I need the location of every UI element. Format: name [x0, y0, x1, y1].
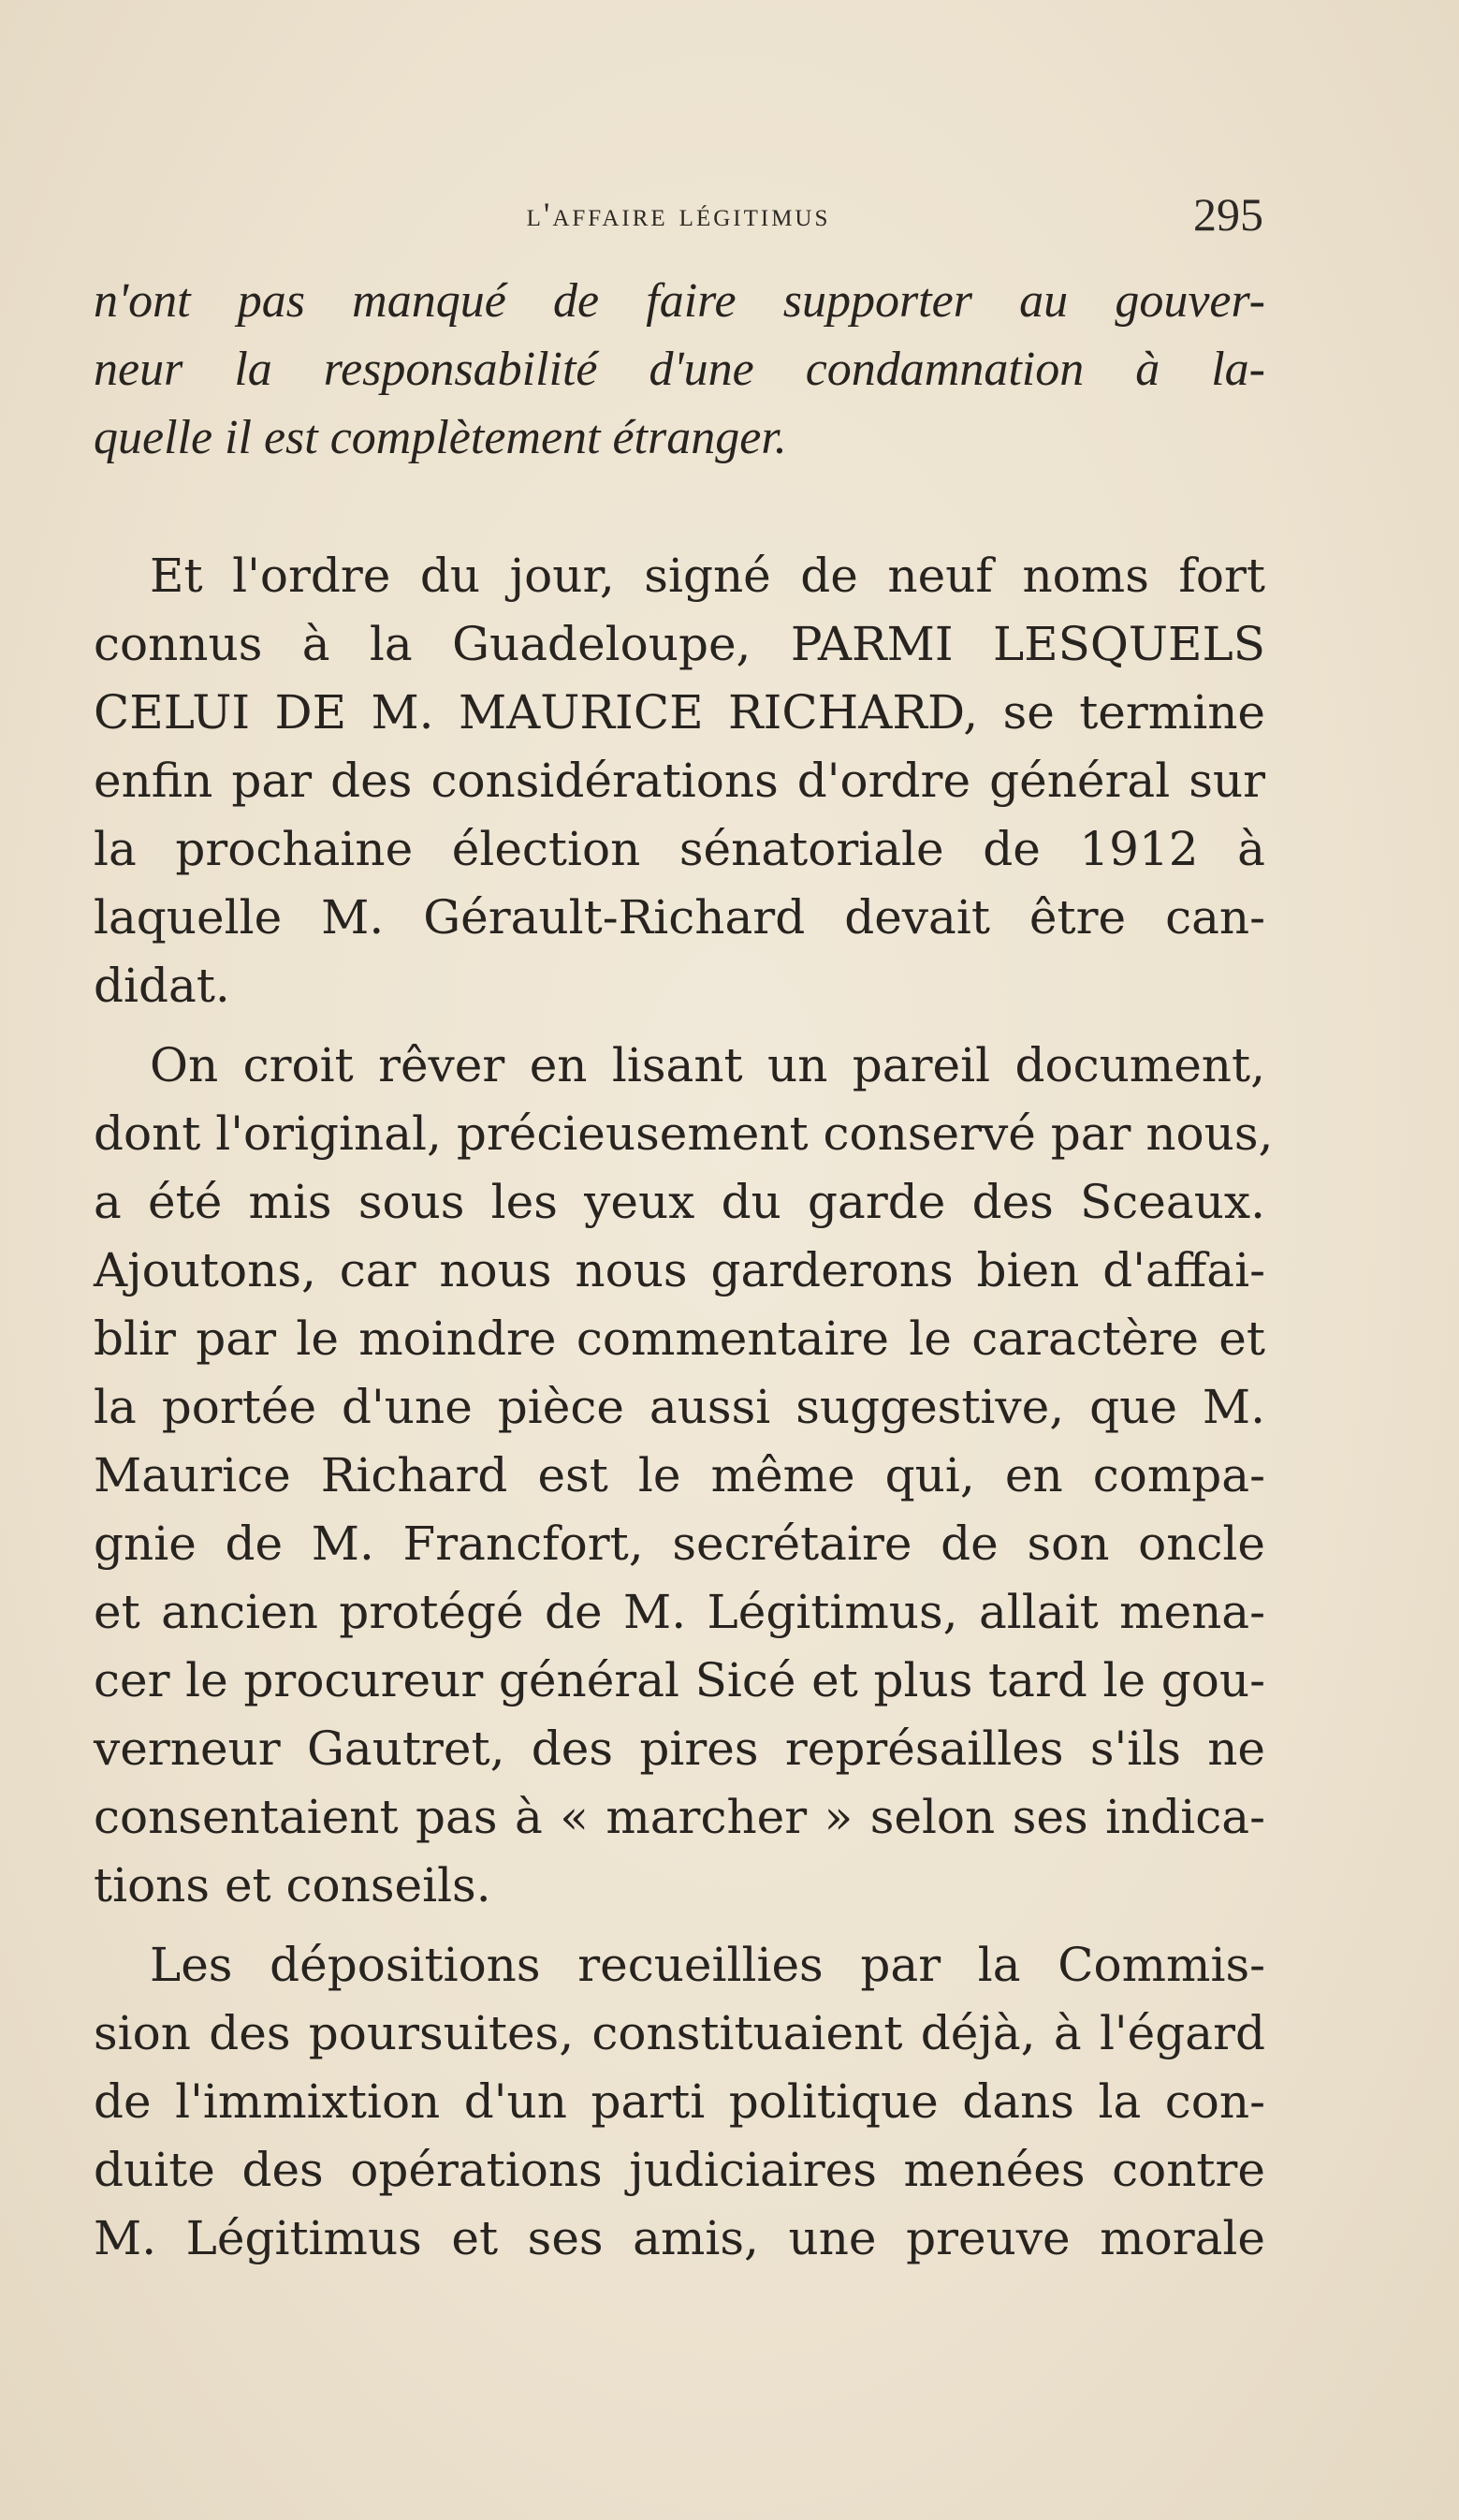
text-line: enfin par des considérations d'ordre général sur: [94, 754, 1265, 808]
text-line: dont l'original, précieusement conservé par nous,: [94, 1106, 1274, 1161]
paragraph: [94, 1032, 1274, 1920]
text-line: connus à la Guadeloupe, PARMI LESQUELS: [94, 617, 1265, 671]
text-line: neur la responsabilité d'une condamnation à la-: [94, 343, 1265, 396]
text-line: consentaient pas à « marcher » selon ses indica-: [94, 1790, 1265, 1844]
text-line: cer le procureur général Sicé et plus tard le gou-: [94, 1653, 1265, 1707]
running-title: l'affaire légitimus: [526, 196, 831, 233]
text-line: la prochaine élection sénatoriale de 1912 à: [94, 822, 1265, 876]
text-line: de l'immixtion d'un parti politique dans la con-: [94, 2074, 1265, 2129]
text-line: Les dépositions recueillies par la Commis-: [150, 1938, 1265, 1992]
text-line: verneur Gautret, des pires représailles s'ils ne: [94, 1722, 1265, 1776]
body-text: [94, 267, 1274, 2273]
text-line: Et l'ordre du jour, signé de neuf noms fort: [150, 549, 1265, 603]
text-line: quelle il est complètement étranger.: [94, 411, 787, 464]
text-line: tions et conseils.: [94, 1858, 491, 1912]
text-line: sion des poursuites, constituaient déjà, à l'égard: [94, 2006, 1265, 2060]
text-line: n'ont pas manqué de faire supporter au gouver-: [94, 274, 1265, 328]
text-line: gnie de M. Francfort, secrétaire de son oncle: [94, 1516, 1265, 1571]
text-line: a été mis sous les yeux du garde des Sceaux.: [94, 1175, 1265, 1229]
text-line: la portée d'une pièce aussi suggestive, que M.: [94, 1380, 1265, 1434]
page-header: [94, 187, 1263, 243]
text-line: blir par le moindre commentaire le caractère et: [94, 1311, 1265, 1366]
paragraph: [94, 1931, 1265, 2273]
text-line: et ancien protégé de M. Légitimus, allait mena-: [94, 1585, 1265, 1639]
paragraph: [94, 542, 1265, 1020]
text-line: laquelle M. Gérault-Richard devait être can-: [94, 890, 1265, 945]
text-line: CELUI DE M. MAURICE RICHARD, se termine: [94, 685, 1265, 740]
page-number: 295: [1193, 188, 1263, 241]
text-line: On croit rêver en lisant un pareil document,: [150, 1038, 1265, 1092]
text-line: M. Légitimus et ses amis, une preuve morale: [94, 2211, 1265, 2265]
text-line: duite des opérations judiciaires menées contre: [94, 2143, 1265, 2197]
text-line: didat.: [94, 959, 230, 1013]
paragraph-italic-quote: [94, 267, 1265, 472]
text-line: Maurice Richard est le même qui, en compa-: [94, 1448, 1265, 1502]
text-line: Ajoutons, car nous nous garderons bien d'affai-: [94, 1243, 1265, 1297]
